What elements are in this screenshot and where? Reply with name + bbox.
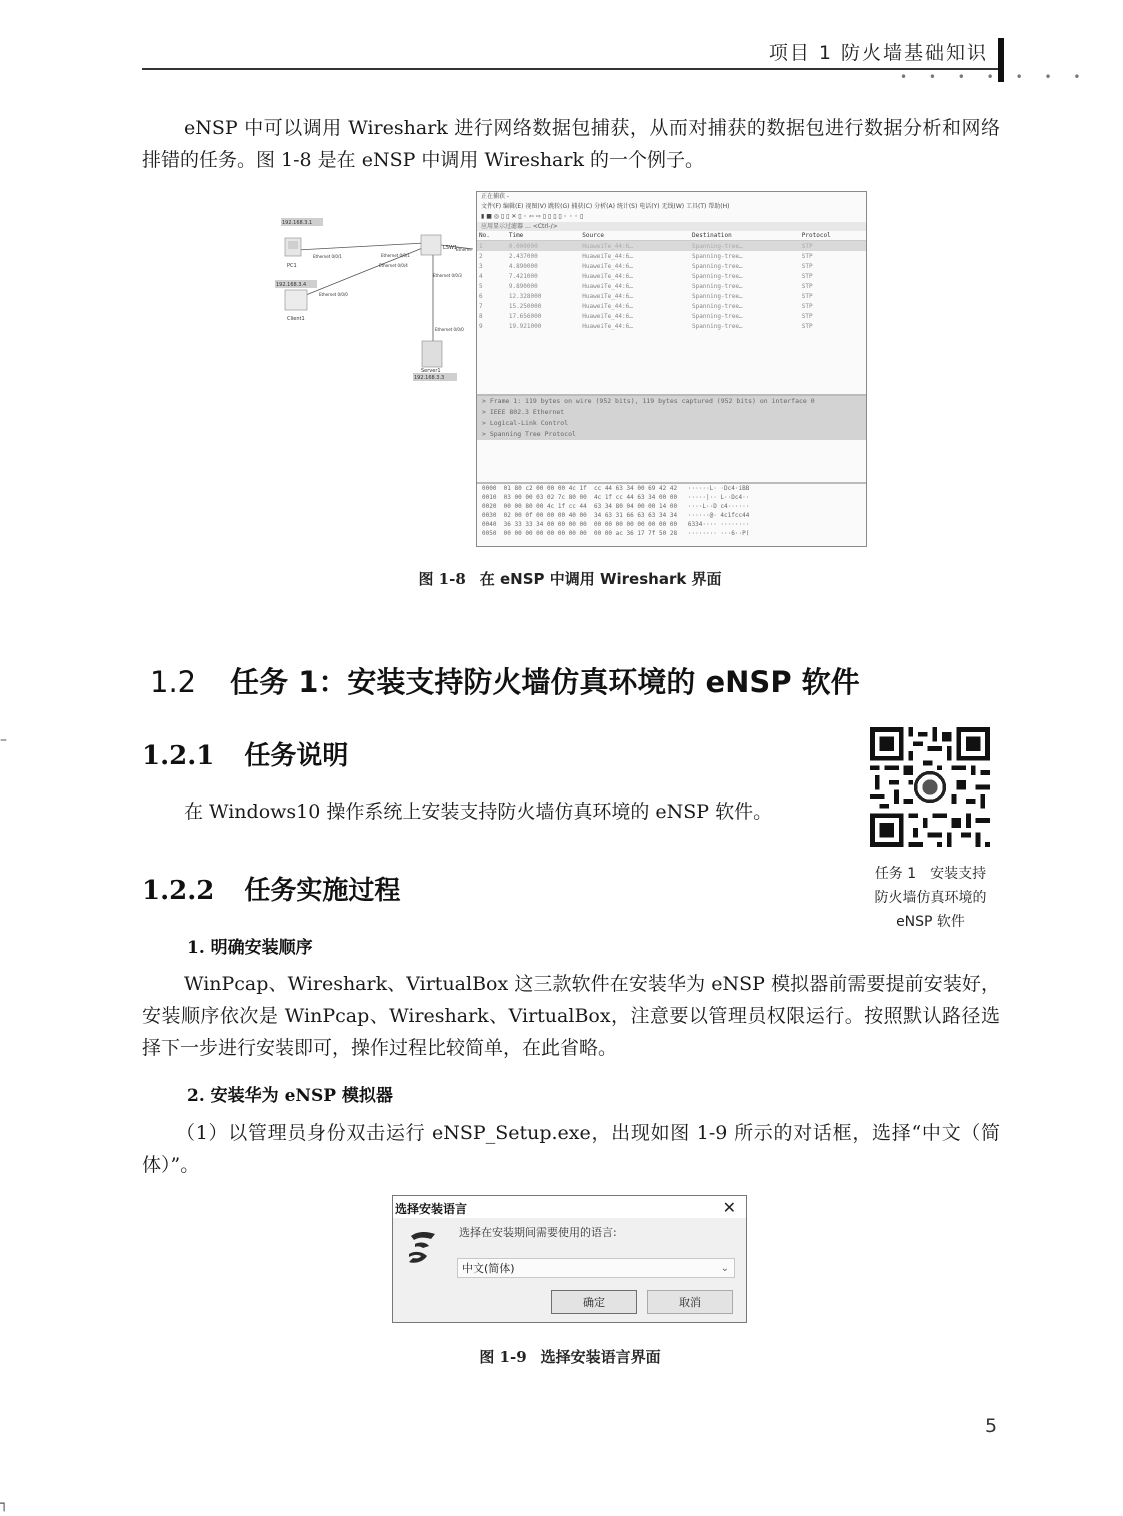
pc1-ip: 192.168.3.1 xyxy=(282,220,313,226)
section-1-2-1-num: 1.2.1 xyxy=(142,741,215,771)
packet-cell: STP xyxy=(801,272,813,280)
packet-details xyxy=(477,394,866,476)
packet-cell: 1 xyxy=(477,241,507,252)
section-1-2-num: 1.2 xyxy=(150,665,197,699)
language-dialog xyxy=(392,1195,747,1323)
packet-cell: Spanning-tree… xyxy=(692,252,743,260)
network-topology xyxy=(273,205,473,385)
crop-mark: ┐ xyxy=(0,1496,9,1512)
wireshark-toolbar: ▮ ■ ◎ ▯ ▯ ✕ ▯ ◦ ⇦ ⇨ ▯ ▯ ▯ ▯ ◦ ◦ ◦ ▯ xyxy=(481,213,584,220)
packet-cell: 2 xyxy=(479,252,483,260)
col-destination: Destination xyxy=(690,231,800,241)
packet-row xyxy=(477,241,866,252)
qr-caption xyxy=(858,862,1003,934)
col-source: Source xyxy=(580,231,690,241)
switch-icon xyxy=(421,235,441,255)
if-sw4: Ethernet 0/0/4 xyxy=(379,263,408,268)
section-1-2-heading xyxy=(150,660,860,701)
language-select-value: 中文(简体) xyxy=(462,1262,515,1275)
packet-cell: Spanning-tree… xyxy=(692,302,743,310)
section-1-2-1-heading xyxy=(142,735,348,772)
task-description: 在 Windows10 操作系统上安装支持防火墙仿真环境的 eNSP 软件。 xyxy=(184,801,773,823)
if-right: Etherne xyxy=(456,247,472,252)
col-no: No. xyxy=(477,231,507,241)
detail-row: > Frame 1: 119 bytes on wire (952 bits), 119 bytes captured (952 bits) on interface 0 xyxy=(477,396,866,407)
if-sw3: Ethernet 0/0/3 xyxy=(433,273,462,278)
language-select[interactable] xyxy=(457,1258,735,1278)
packet-cell: HuaweiTe_44:6… xyxy=(582,282,633,290)
close-icon[interactable]: ✕ xyxy=(722,1198,736,1217)
hex-row: 0030 02 00 0f 00 00 00 40 00 34 63 31 66 63 63 34 34 ······@· 4c1fcc44 xyxy=(482,512,750,519)
packet-bytes xyxy=(477,482,866,547)
pc1-label: PC1 xyxy=(287,263,297,269)
wireshark-window xyxy=(476,191,867,547)
packet-cell: Spanning-tree… xyxy=(692,282,743,290)
packet-cell: STP xyxy=(801,312,813,320)
hex-row: 0020 00 00 80 00 4c 1f cc 44 63 34 80 04 00 00 14 00 ····L··D c4······ xyxy=(482,503,750,510)
packet-cell: HuaweiTe_44:6… xyxy=(582,302,633,310)
packet-cell: STP xyxy=(801,322,813,330)
packet-cell: HuaweiTe_44:6… xyxy=(582,272,633,280)
packet-cell: 17.656000 xyxy=(508,312,542,320)
packet-cell: STP xyxy=(801,282,813,290)
packet-cell: 12.328000 xyxy=(508,292,542,300)
dialog-body xyxy=(393,1218,746,1322)
packet-cell: STP xyxy=(800,241,866,252)
packet-cell: 7 xyxy=(479,302,483,310)
section-1-2-title: 任务 1：安装支持防火墙仿真环境的 eNSP 软件 xyxy=(230,665,860,699)
packet-cell: 3 xyxy=(479,262,483,270)
packet-cell: Spanning-tree… xyxy=(692,312,743,320)
qr-caption-line2: 防火墙仿真环境的 xyxy=(874,890,987,906)
hex-row: 0040 36 33 33 34 00 00 00 00 00 00 00 00 00 00 00 00 6334···· ········ xyxy=(482,521,750,528)
packet-row xyxy=(477,281,866,291)
packet-list xyxy=(477,231,866,331)
if-client: Ethernet 0/0/0 xyxy=(319,292,348,297)
packet-cell: 4 xyxy=(479,272,483,280)
detail-row: > Spanning Tree Protocol xyxy=(477,429,866,440)
switch-label: LSW1 xyxy=(443,245,458,251)
subhead-install-order: 1. 明确安装顺序 xyxy=(187,938,313,958)
figure-1-8-caption xyxy=(300,568,840,589)
if-pc1: Ethernet 0/0/1 xyxy=(313,254,342,259)
wireshark-menu: 文件(F) 编辑(E) 视图(V) 跳转(G) 捕获(C) 分析(A) 统计(S) 电话(Y) 无线(W) 工具(T) 帮助(H) xyxy=(481,203,730,210)
ok-button[interactable]: 确定 xyxy=(551,1290,637,1314)
section-1-2-2-title: 任务实施过程 xyxy=(244,876,401,906)
step1-paragraph: （1）以管理员身份双击运行 eNSP_Setup.exe，出现如图 1-9 所示的对话框，选择“中文（简体）”。 xyxy=(142,1122,1000,1176)
dialog-prompt: 选择在安装期间需要使用的语言: xyxy=(459,1226,617,1239)
packet-cell: 9.890000 xyxy=(508,282,538,290)
col-time: Time xyxy=(507,231,580,241)
packet-row xyxy=(477,321,866,331)
chevron-down-icon: ⌄ xyxy=(720,1263,729,1274)
packet-cell: HuaweiTe_44:6… xyxy=(582,262,633,270)
server1-icon xyxy=(422,341,442,367)
packet-row xyxy=(477,301,866,311)
packet-cell: Spanning-tree… xyxy=(690,241,800,252)
packet-cell: Spanning-tree… xyxy=(692,292,743,300)
qr-code xyxy=(870,727,990,847)
server1-ip: 192.168.3.3 xyxy=(414,375,445,381)
packet-cell: Spanning-tree… xyxy=(692,322,743,330)
if-server: Ethernet 0/0/0 xyxy=(435,327,464,332)
hex-row: 0010 03 00 00 03 02 7c 80 00 4c 1f cc 44 63 34 00 00 ·····|·· L··Dc4·· xyxy=(482,494,750,501)
packet-row xyxy=(477,261,866,271)
packet-cell: 0.000000 xyxy=(507,241,580,252)
packet-cell: 6 xyxy=(479,292,483,300)
packet-cell: Spanning-tree… xyxy=(692,262,743,270)
subhead-install-ensp: 2. 安装华为 eNSP 模拟器 xyxy=(187,1086,393,1106)
header-dots: • • • • • • • xyxy=(900,70,1090,84)
server1-label: Server1 xyxy=(421,368,441,374)
packet-row xyxy=(477,271,866,281)
section-1-2-2-num: 1.2.2 xyxy=(142,876,215,906)
packet-cell: 8 xyxy=(479,312,483,320)
packet-cell: HuaweiTe_44:6… xyxy=(582,312,633,320)
detail-row: > Logical-Link Control xyxy=(477,418,866,429)
hex-row: 0000 01 80 c2 00 00 00 4c 1f cc 44 63 34 00 69 42 42 ······L· ·Dc4·iBB xyxy=(482,485,750,492)
dialog-title: 选择安装语言 xyxy=(395,1202,468,1216)
packet-cell: 4.890000 xyxy=(508,262,538,270)
display-filter: 应用显示过滤器 … <Ctrl-/> xyxy=(477,222,866,231)
packet-cell: 2.437000 xyxy=(508,252,538,260)
packet-cell: STP xyxy=(801,252,813,260)
running-header: 项目 1 防火墙基础知识 xyxy=(768,42,988,64)
figure-1-9-text: 选择安装语言界面 xyxy=(540,1348,661,1366)
figure-1-9-num: 图 1-9 xyxy=(479,1348,527,1366)
packet-cell: HuaweiTe_44:6… xyxy=(582,292,633,300)
client1-ip: 192.168.3.4 xyxy=(276,282,307,288)
col-protocol: Protocol xyxy=(800,231,866,241)
packet-cell: STP xyxy=(801,302,813,310)
packet-cell: HuaweiTe_44:6… xyxy=(580,241,690,252)
installer-logo-icon xyxy=(405,1228,439,1268)
client1-label: Client1 xyxy=(287,316,305,322)
qr-caption-line1: 任务 1 安装支持 xyxy=(874,866,987,882)
install-order-paragraph: WinPcap、Wireshark、VirtualBox 这三款软件在安装华为 eNSP 模拟器前需要提前安装好，安装顺序依次是 WinPcap、Wireshark、VirtualBox，注意要以管理员权限运行。按照默认路径选择下一步进行安装即可，操作过程比较简单，在此省略。 xyxy=(142,973,1000,1059)
figure-1-8-text: 在 eNSP 中调用 Wireshark 界面 xyxy=(479,570,722,588)
figure-1-8-num: 图 1-8 xyxy=(418,570,466,588)
packet-cell: 7.421000 xyxy=(508,272,538,280)
packet-cell: 9 xyxy=(479,322,483,330)
packet-cell: STP xyxy=(801,262,813,270)
page-number: 5 xyxy=(985,1415,998,1437)
cancel-button[interactable]: 取消 xyxy=(647,1290,733,1314)
packet-cell: Spanning-tree… xyxy=(692,272,743,280)
hex-row: 0050 00 00 00 00 00 00 00 00 00 00 ac 36 17 7f 50 28 ········ ···6··P( xyxy=(482,530,750,537)
figure-1-9-caption xyxy=(360,1346,780,1367)
wireshark-title: 正在捕获 - xyxy=(481,193,510,200)
section-1-2-1-title: 任务说明 xyxy=(244,741,349,771)
qr-caption-line3: eNSP 软件 xyxy=(896,914,965,930)
header-rule xyxy=(142,68,1004,70)
packet-cell: 19.921000 xyxy=(508,322,542,330)
detail-row: > IEEE 802.3 Ethernet xyxy=(477,407,866,418)
packet-row xyxy=(477,251,866,261)
packet-cell: 15.250000 xyxy=(508,302,542,310)
packet-cell: STP xyxy=(801,292,813,300)
packet-row xyxy=(477,291,866,301)
packet-row xyxy=(477,311,866,321)
section-1-2-2-heading xyxy=(142,870,400,907)
client1-icon xyxy=(285,290,307,310)
margin-mark: – xyxy=(0,732,7,748)
packet-cell: HuaweiTe_44:6… xyxy=(582,252,633,260)
packet-cell: 5 xyxy=(479,282,483,290)
packet-cell: HuaweiTe_44:6… xyxy=(582,322,633,330)
intro-paragraph: eNSP 中可以调用 Wireshark 进行网络数据包捕获，从而对捕获的数据包进行数据分析和网络排错的任务。图 1-8 是在 eNSP 中调用 Wireshark 的一个例子。 xyxy=(142,117,1000,171)
if-sw1: Ethernet 0/0/1 xyxy=(381,253,410,258)
